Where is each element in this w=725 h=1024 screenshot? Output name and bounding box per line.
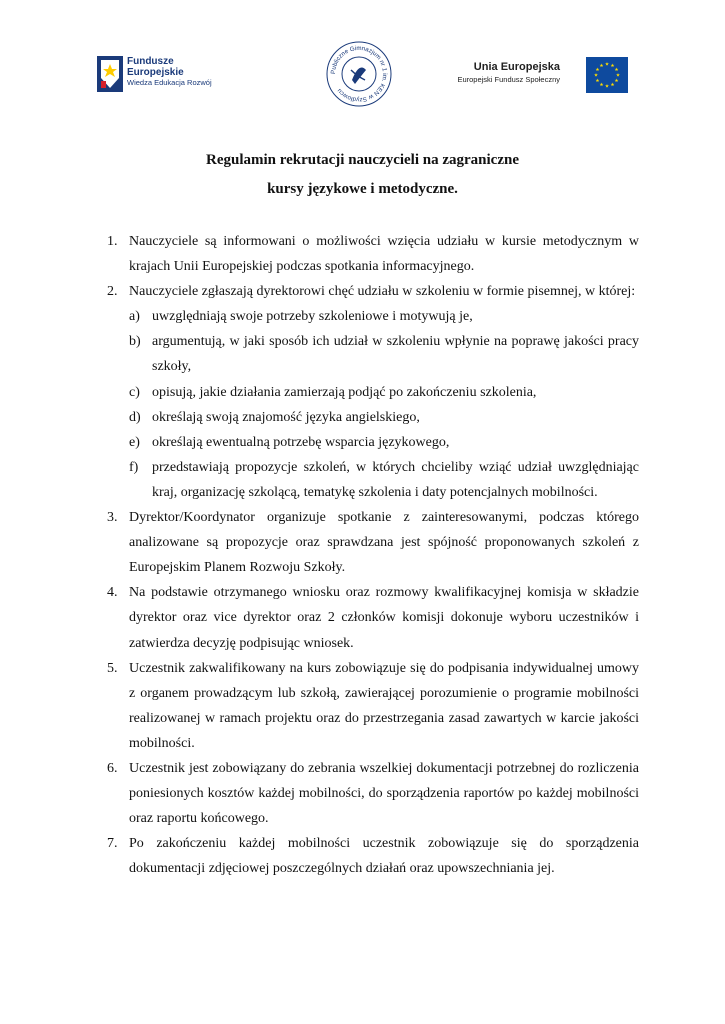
sub-item-text: określają ewentualną potrzebę wsparcia językowego, bbox=[152, 434, 450, 450]
sub-item-text: uwzględniają swoje potrzeby szkoleniowe i motywują je, bbox=[152, 309, 473, 325]
list-item bbox=[107, 756, 639, 831]
sub-item-text: przedstawiają propozycje szkoleń, w których chcieliby wziąć udział uwzględniając kraj, organizację szkolącą, tematykę szkolenia i daty potencjalnych mobilności. bbox=[152, 459, 639, 500]
item-text: Uczestnik zakwalifikowany na kurs zobowiązuje się do podpisania indywidualnej umowy z organem prowadzącym lub szkołą, zawierającej porozumienie o programie mobilności realizowanej w ramach projektu oraz do przestrzegania zasad zawartych w karcie jakości mobilności. bbox=[129, 660, 639, 751]
sub-item-text: określają swoją znajomość języka angielskiego, bbox=[152, 409, 420, 425]
fe-logo-line2: Europejskie bbox=[127, 67, 184, 78]
fundusze-europejskie-logo bbox=[97, 56, 227, 96]
list-item bbox=[107, 831, 639, 881]
item-text: Nauczyciele zgłaszają dyrektorowi chęć udziału w szkoleniu w formie pisemnej, w której: bbox=[129, 284, 636, 300]
sub-item-label: a) bbox=[129, 309, 140, 325]
sub-list-item bbox=[129, 405, 639, 430]
sub-list-item bbox=[129, 380, 639, 405]
item-number: 7. bbox=[107, 836, 118, 852]
sub-item-label: d) bbox=[129, 409, 141, 425]
fe-logo-line1: Fundusze bbox=[127, 56, 174, 67]
sub-list-item bbox=[129, 304, 639, 329]
title-line-2: kursy językowe i metodyczne. bbox=[267, 181, 458, 197]
regulation-list bbox=[107, 229, 639, 881]
sub-list-item bbox=[129, 329, 639, 379]
list-item bbox=[107, 580, 639, 655]
list-item bbox=[107, 229, 639, 279]
item-text: Na podstawie otrzymanego wniosku oraz rozmowy kwalifikacyjnej komisja w składzie dyrektor oraz vice dyrektor oraz 2 członków komisji dokonuje wyboru uczestników i zatwierdza decyzję podpisując wniosek. bbox=[129, 585, 639, 651]
list-item bbox=[107, 656, 639, 756]
ue-logo-line2: Europejski Fundusz Społeczny bbox=[457, 75, 560, 84]
item-text: Nauczyciele są informowani o możliwości wzięcia udziału w kursie metodycznym w krajach Unii Europejskiej podczas spotkania informacyjnego. bbox=[129, 234, 639, 275]
sub-list-item bbox=[129, 455, 639, 505]
title-line-1: Regulamin rekrutacji nauczycieli na zagraniczne bbox=[205, 152, 519, 168]
unia-europejska-logo bbox=[445, 57, 630, 97]
document-title bbox=[0, 146, 725, 204]
item-text: Dyrektor/Koordynator organizuje spotkanie z zainteresowanymi, podczas którego analizowane są propozycje oraz sprawdzana jest spójność proponowanych szkoleń z Europejskim Planem Rozwoju Szkoły. bbox=[129, 510, 639, 576]
fe-logo-line3: Wiedza Edukacja Rozwój bbox=[127, 78, 212, 87]
item-number: 1. bbox=[107, 234, 118, 249]
sub-item-label: c) bbox=[129, 384, 140, 400]
unia-europejska-text bbox=[445, 60, 560, 85]
list-item bbox=[107, 279, 639, 505]
item-number: 2. bbox=[107, 284, 118, 300]
item-number: 5. bbox=[107, 660, 118, 676]
fundusze-europejskie-mark-icon bbox=[97, 56, 123, 92]
item-text: Uczestnik jest zobowiązany do zebrania wszelkiej dokumentacji potrzebnej do rozliczenia poniesionych kosztów każdej mobilności, do sporządzenia raportów po każdej mobilności oraz raportu końcowego. bbox=[129, 760, 639, 827]
seal-text: Publiczne Gimnazjum nr 1 im. KEN w Szydłowcu bbox=[329, 44, 389, 104]
fundusze-europejskie-text bbox=[127, 56, 212, 88]
school-seal-logo bbox=[325, 40, 393, 108]
item-number: 4. bbox=[107, 585, 118, 601]
item-number: 3. bbox=[107, 510, 118, 526]
item-text: Po zakończeniu każdej mobilności uczestnik zobowiązuje się do sporządzenia dokumentacji zdjęciowej poszczególnych działań oraz upowszechniania jej. bbox=[129, 836, 639, 877]
list-item bbox=[107, 505, 639, 580]
eu-flag-icon bbox=[586, 57, 628, 93]
sub-item-text: opisują, jakie działania zamierzają podjąć po zakończeniu szkolenia, bbox=[152, 384, 537, 400]
item-number: 6. bbox=[107, 760, 118, 776]
sub-item-label: b) bbox=[129, 334, 141, 350]
sub-item-text: argumentują, w jaki sposób ich udział w szkoleniu wpłynie na poprawę jakości pracy szkoły, bbox=[152, 334, 639, 375]
sub-list-item bbox=[129, 430, 639, 455]
sub-item-label: e) bbox=[129, 434, 140, 450]
logo-bar bbox=[0, 40, 725, 110]
ue-logo-line1: Unia Europejska bbox=[473, 61, 560, 73]
sub-item-label: f) bbox=[129, 459, 139, 475]
